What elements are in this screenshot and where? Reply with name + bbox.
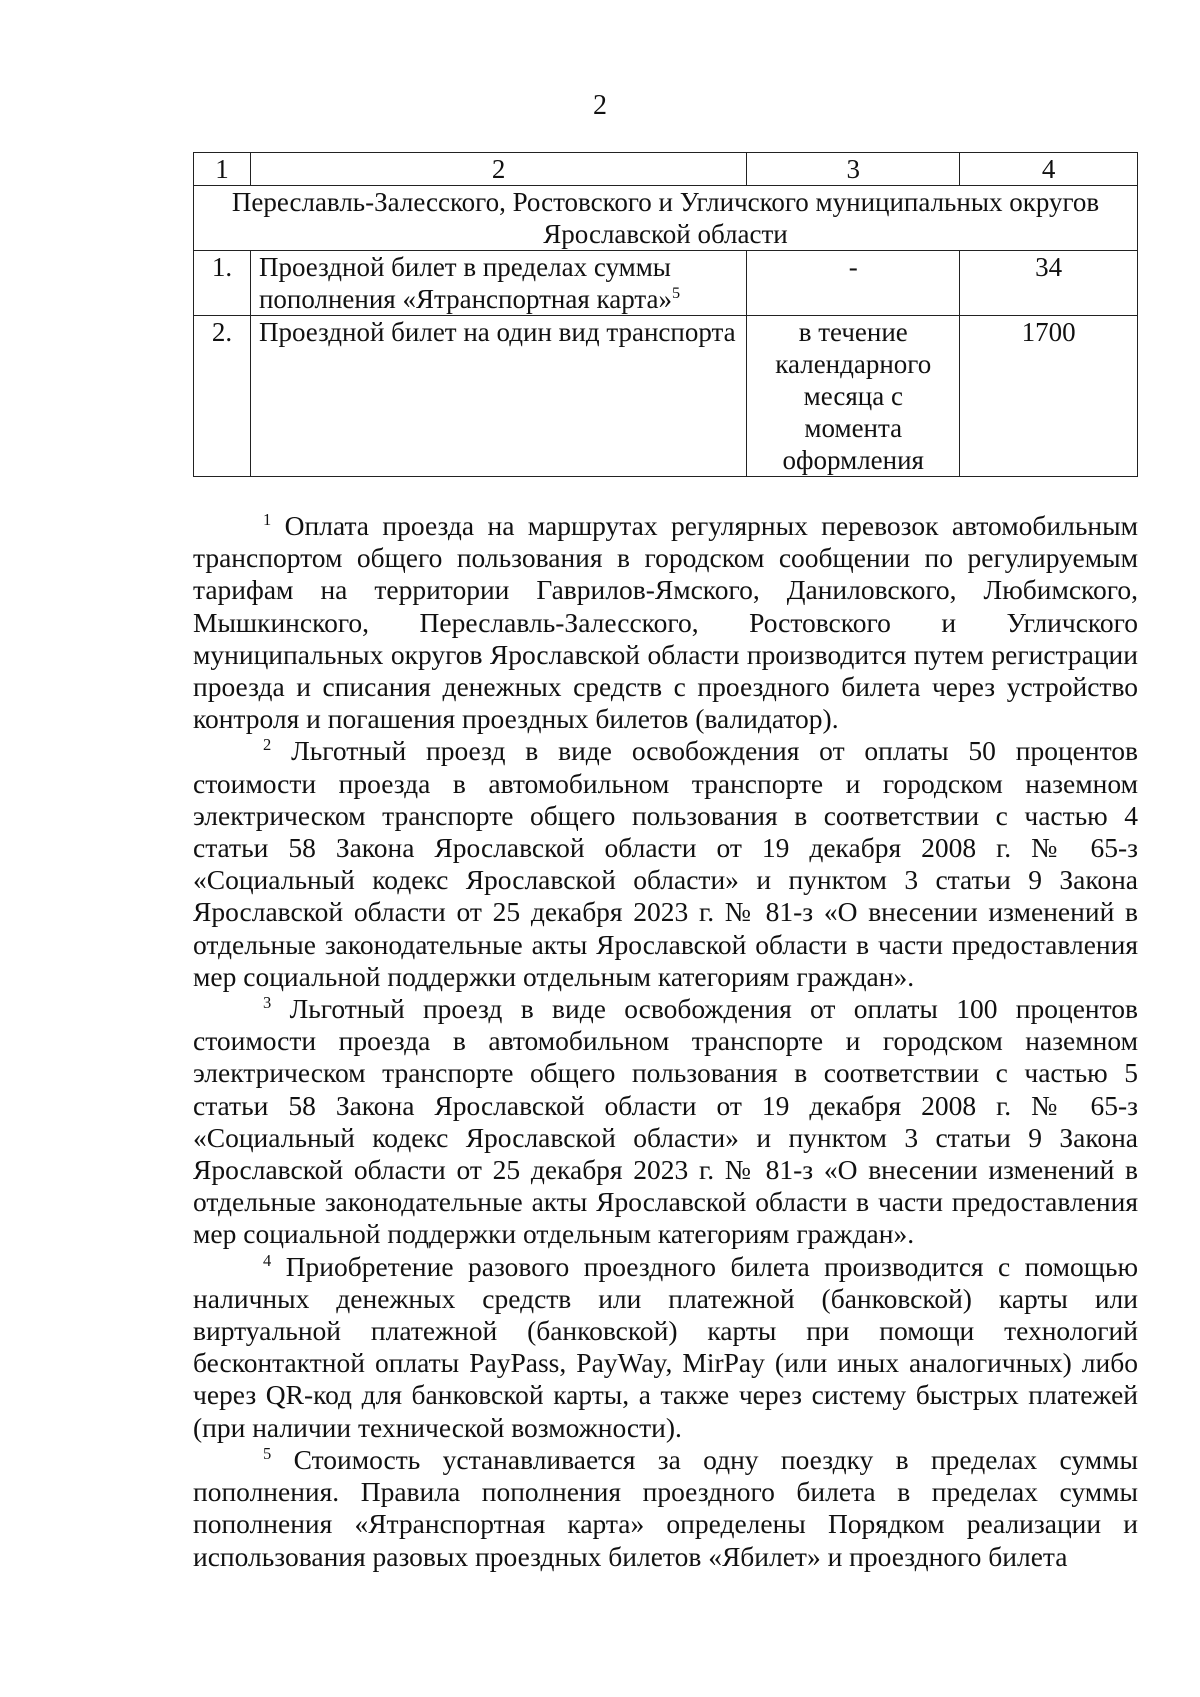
- section-title: Переславль-Залесского, Ростовского и Угличского муниципальных округов Ярославской области: [194, 186, 1138, 251]
- footnote-text: Приобретение разового проездного билета производится с помощью наличных денежных средств или платежной (банковской) карты или виртуальной платежной (банковской) карты при помощи технологий бесконтактной оплаты PayPass, PayWay, MirPay (или иных аналогичных) либо через QR-код для банковской карты, а также через систему быстрых платежей (при наличии технической возможности).: [193, 1250, 1138, 1443]
- table-row: [194, 316, 1138, 477]
- footnote-ref: 5: [671, 284, 681, 302]
- column-number-3: 3: [747, 153, 960, 186]
- table-header-row: [194, 153, 1138, 186]
- footnote-mark: 5: [263, 1443, 272, 1463]
- validity-period: -: [747, 251, 960, 316]
- ticket-name-cell: [250, 316, 746, 477]
- page-number: 2: [593, 90, 607, 121]
- column-number-1: 1: [194, 153, 251, 186]
- footnote-text: Стоимость устанавливается за одну поездку в пределах суммы пополнения. Правила пополнения проездного билета в пределах суммы пополнения «Ятранспортная карта» определены Порядком реализации и использования разовых проездных билетов «Ябилет» и проездного билета: [193, 1443, 1138, 1572]
- footnote-text: Оплата проезда на маршрутах регулярных перевозок автомобильным транспортом общего пользования в городском сообщении по регулируемым тарифам на территории Гаврилов-Ямского, Даниловского, Любимского, Мышкинского, Переславль-Залесского, Ростовского и Угличского муниципальных округов Ярославской области производится путем регистрации проезда и списания денежных средств с проездного билета через устройство контроля и погашения проездных билетов (валидатор).: [193, 510, 1138, 735]
- footnote: [193, 993, 1138, 1251]
- footnote: [193, 1251, 1138, 1444]
- footnote: [193, 735, 1138, 993]
- footnote-text: Льготный проезд в виде освобождения от оплаты 100 процентов стоимости проезда в автомобильном транспорте и городском наземном электрическом транспорте общего пользования в соответствии с частью 5 статьи 58 Закона Ярославской области от 19 декабря 2008 г. № 65-з «Социальный кодекс Ярославской области» и пунктом 3 статьи 9 Закона Ярославской области от 25 декабря 2023 г. № 81-з «О внесении изменений в отдельные законодательные акты Ярославской области в части предоставления мер социальной поддержки отдельным категориям граждан».: [193, 993, 1139, 1250]
- validity-period: в течение календарного месяца с момента оформления: [747, 316, 960, 477]
- footnote-mark: 2: [263, 735, 272, 755]
- ticket-name: Проездной билет в пределах суммы пополнения «Ятранспортная карта»: [258, 252, 672, 314]
- column-number-4: 4: [960, 153, 1138, 186]
- ticket-name: Проездной билет на один вид транспорта: [258, 317, 736, 347]
- footnote-mark: 1: [263, 509, 272, 529]
- section-row: [194, 186, 1138, 251]
- tariff-table: [193, 152, 1138, 477]
- table-row: [194, 251, 1138, 316]
- footnotes: [193, 510, 1138, 1573]
- row-number: 1.: [194, 251, 251, 316]
- ticket-price: 34: [960, 251, 1138, 316]
- footnote-mark: 4: [263, 1250, 272, 1270]
- column-number-2: 2: [250, 153, 746, 186]
- footnote: [193, 1444, 1138, 1573]
- footnote-text: Льготный проезд в виде освобождения от оплаты 50 процентов стоимости проезда в автомобильном транспорте и городском наземном электрическом транспорте общего пользования в соответствии с частью 4 статьи 58 Закона Ярославской области от 19 декабря 2008 г. № 65-з «Социальный кодекс Ярославской области» и пунктом 3 статьи 9 Закона Ярославской области от 25 декабря 2023 г. № 81-з «О внесении изменений в отдельные законодательные акты Ярославской области в части предоставления мер социальной поддержки отдельным категориям граждан».: [193, 735, 1138, 992]
- footnote: [193, 510, 1138, 735]
- ticket-name-cell: [250, 251, 746, 316]
- row-number: 2.: [194, 316, 251, 477]
- ticket-price: 1700: [960, 316, 1138, 477]
- footnote-mark: 3: [263, 992, 272, 1012]
